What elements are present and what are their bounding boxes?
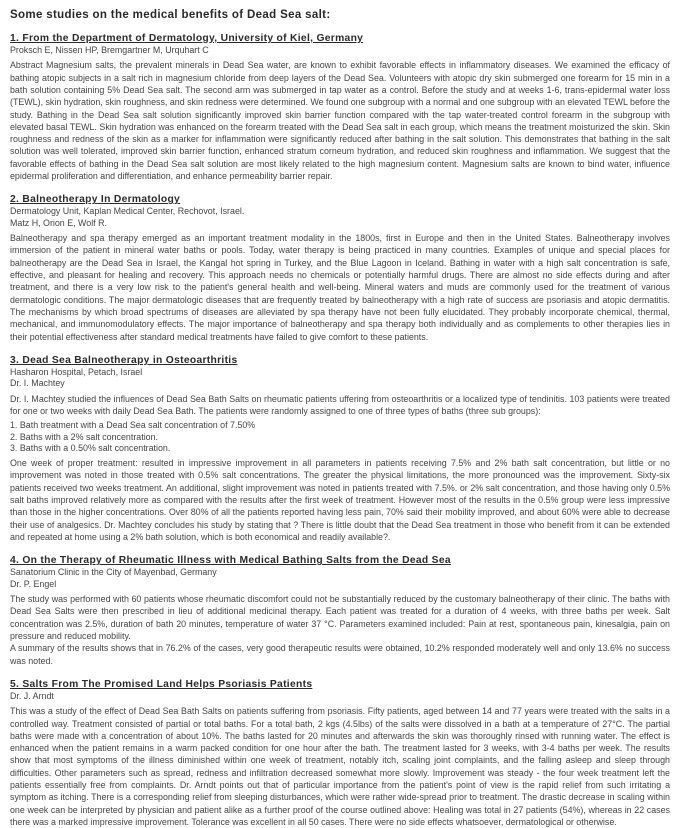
- study-section-2: [10, 194, 670, 342]
- bath-concentration-list: [10, 420, 670, 454]
- section-paragraph: Balneotherapy and spa therapy emerged as an important treatment modality in the 1800s, first in Europe and then in the United States. Balneotherapy involves immersion of the patient in mineral water baths or pools. Today, water therapy is being practiced in many countries. Examples of unique and special places for balneotherapy are the Dead Sea in Israel, the Kangal hot spring in Turkey, and the Blue Lagoon in Iceland. Bathing in water with a high salt concentration is safe, effective, and pleasant for healing and recovery. This approach needs no chemicals or potentially harmful drugs. There are almost no side effects during and after treatment, and there is a very low risk to the patient's general health and well-being. Mineral waters and muds are commonly used for the treatment of various dermatologic conditions. The major dermatologic diseases that are frequently treated by balneotherapy with a high rate of success are psoriasis and atopic dermatitis. The mechanisms by which broad spectrums of diseases are alleviated by spa therapy have not been fully elucidated. They probably incorporate chemical, thermal, mechanical, and immunomodulatory effects. The major importance of balneotherapy and spa therapy both individually and as complements to other therapies lies in their potential effectiveness after standard medical treatments have failed to give comfort to these patients.: [10, 233, 670, 342]
- section-heading: 4. On the Therapy of Rheumatic Illness with Medical Bathing Salts from the Dead Sea: [10, 555, 451, 567]
- page-title: Some studies on the medical benefits of Dead Sea salt:: [10, 9, 331, 21]
- section-paragraph: The study was performed with 60 patients whose rheumatic discomfort could not be substantially reduced by the customary balneotherapy of their clinic. The baths with Dead Sea Salts were then prescribed in lieu of additional medicinal therapy. Each patient was treated for a duration of 4 weeks, with three baths per week. Salt concentration was 2.5%, duration of bath 20 minutes, temperature of water 37 °C. Parameters examined included: Pain at rest, spontaneous pain, kinesalgia, pain on pressure and reduced mobility.: [10, 594, 670, 641]
- section-heading: 1. From the Department of Dermatology, University of Kiel, Germany: [10, 33, 364, 44]
- section-paragraph: One week of proper treatment: resulted in impressive improvement in all parameters in patients receiving 7.5% and 2% bath salt concentration, but little or no improvement was noted in those treated with 0.5% salt concentrations. The greater the physical limitations, the more pronounced was the improvement. Sixty-six patients received two weeks treatment. An additional, slight improvement was noted in patients treated with 7.5%. or 2% salt concentration, and those having only 0.5% salt baths improved relatively more as compared with the results after the first week of treatment. However most of the results in the 0.5% group were less impressive than those in the higher concentrations. Over 80% of all the patients reported having less pain, 70% said their mobility improved, and about 60% were able to decrease their use of analgesics. Dr. Machtey concludes his study by stating that ? There is little doubt that the Dead Sea treatment in those who benefit from it can be extended and repeated at home using a 2% bath solution, which is both economical and readily available?.: [10, 458, 670, 542]
- section-affiliation: Hasharon Hospital, Petach, Israel: [10, 366, 143, 377]
- section-paragraph: Abstract Magnesium salts, the prevalent minerals in Dead Sea water, are known to exhibit favorable effects in inflammatory diseases. We examined the efficacy of bathing atopic subjects in a salt rich in magnesium chloride from deep layers of the Dead Sea. Volunteers with atopic dry skin submerged one forearm for 15 min in a bath solution containing 5% Dead Sea salt. The second arm was submerged in tap water as a control. Before the study and at weeks 1-6, trans-epidermal water loss (TEWL), skin hydration, skin roughness, and skin redness were determined. We found one subgroup with a normal and one subgroup with an elevated TEWL before the study. Bathing in the Dead Sea salt solution significantly improved skin barrier function compared with the tap water-treated control forearm in the subgroup with elevated basal TEWL. Skin hydration was enhanced on the forearm treated with the Dead Sea salt in each group, which means the treatment moisturized the skin. Skin roughness and redness of the skin as a marker for inflammation were significantly reduced after bathing in the salt solution. This demonstrates that bathing in the salt solution was well tolerated, improved skin barrier function, enhanced stratum corneum hydration, and reduced skin roughness and inflammation. We suggest that the favorable effects of bathing in the Dead Sea salt solution are most likely related to the high magnesium content. Magnesium salts are known to bind water, influence epidermal proliferation and differentiation, and enhance permeability barrier repair.: [10, 60, 670, 182]
- section-paragraph: Dr. I. Machtey studied the influences of Dead Sea Bath Salts on rheumatic patients uffering from osteoarthritis or a localized type of tendinitis. 103 patients were treated for one or two weeks with daily Dead Sea Bath. The patients were randomly assigned to one of three types of baths (three sub groups):: [10, 393, 670, 416]
- study-section-4: [10, 555, 670, 667]
- section-paragraph: A summary of the results shows that in 76.2% of the cases, very good therapeutic results were obtained, 10.2% responded moderately well and only 13.6% no success was noted.: [10, 643, 670, 666]
- study-section-3: [10, 355, 670, 543]
- section-authors: Matz H, Orion E, Wolf R.: [10, 217, 107, 228]
- list-item: 1. Bath treatment with a Dead Sea salt concentration of 7.50%: [10, 420, 256, 431]
- section-authors: Dr. I. Machtey: [10, 378, 65, 389]
- study-section-5: [10, 679, 670, 828]
- section-authors: Proksch E, Nissen HP, Bremgartner M, Urquhart C: [10, 45, 209, 55]
- section-authors: Dr. J. Arndt: [10, 690, 54, 701]
- section-heading: 3. Dead Sea Balneotherapy in Osteoarthritis: [10, 354, 238, 366]
- study-section-1: [10, 33, 670, 182]
- section-heading: 5. Salts From The Promised Land Helps Psoriasis Patients: [10, 678, 313, 690]
- section-affiliation: Sanatorium Clinic in the City of Mayenbad, Germany: [10, 567, 217, 578]
- section-heading: 2. Balneotherapy In Dermatology: [10, 194, 181, 206]
- section-affiliation: Dermatology Unit, Kaplan Medical Center, Rechovot, Israel.: [10, 206, 245, 217]
- section-paragraph: This was a study of the effect of Dead Sea Bath Salts on patients suffering from psoriasis. Fifty patients, aged between 14 and 77 years were treated with the salts in a controlled way. Treatment consisted of partial or total baths. For a total bath, 2 kgs (4.5lbs) of the salts were dissolved in a bath at a temperature of 27°C. The partial baths were made with a concentration of about 10%. The baths lasted for 20 minutes and afterwards the skin was thoroughly rinsed with running water. The effect is enhanced when the patient remains in a warm packed condition for one hour after the bath. The treatment lasted for 3 weeks, with 3-4 baths per week. The results show that most symptoms of the illness diminished within one week of treatment, notably itch, scaling joint complaints, and the falling asleep and sleep through difficulties. Other parameters such as spread, redness and infiltration decreased somewhat more slowly. Improvement was steady - the four week treatment left the patients essentially free from complaints. Dr. Arndt points out that of particular importance from the patient's point of view is the rapid relief from such irritating a symptom as itching. There is a corresponding relief from sleeping disturbances, which were rather wide-spread prior to treatment. The drastic decrease in scaling within one week can be interpreted by physician and patient alike as a further proof of the course outlined above: Healing was total in 27 patients (54%), whereas in 22 cases there was a marked impressive improvement. Tolerance was excellent in all 50 cases. There were no side effects whatsoever, dermatological or otherwise.: [10, 706, 670, 827]
- section-authors: Dr. P. Engel: [10, 578, 57, 589]
- list-item: 2. Baths with a 2% salt concentration.: [10, 431, 158, 442]
- list-item: 3. Baths with a 0.50% salt concentration.: [10, 442, 171, 453]
